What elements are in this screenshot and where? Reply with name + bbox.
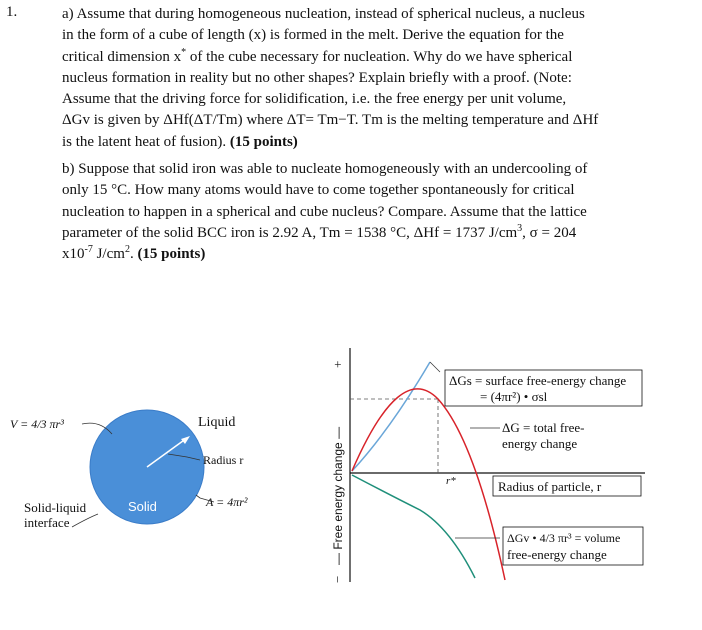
- surface-label-line-2: = (4πr²) • σsl: [480, 389, 548, 404]
- volume-label-line-1: ΔGv • 4/3 πr³ = volume: [507, 531, 621, 545]
- question-part-b: [62, 159, 668, 265]
- interface-leader-line: [72, 514, 98, 527]
- free-energy-plot: [330, 348, 645, 583]
- interface-label-2: interface: [24, 515, 70, 530]
- radius-label: Radius r: [203, 453, 244, 467]
- x-axis-label: Radius of particle, r: [498, 479, 602, 494]
- question-part-a: [62, 4, 668, 153]
- liquid-label: Liquid: [198, 415, 236, 430]
- part-b-line-4: parameter of the solid BCC iron is 2.92 A, Tm = 1538 °C, ΔHf = 1737 $J/cm^3$, σ = 204: [62, 222, 577, 241]
- sphere-diagram: [10, 410, 248, 530]
- total-energy-curve: [352, 389, 505, 580]
- part-a-line-1: a) Assume that during homogeneous nucleation, instead of spherical nucleus, a nucleus: [62, 6, 585, 22]
- part-a-line-5: Assume that the driving force for solidification, i.e. the free energy per unit volume,: [62, 91, 567, 108]
- y-plus-sign: +: [330, 360, 345, 368]
- solid-label: Solid: [128, 499, 157, 514]
- part-a-line-4: nucleus formation in reality but no other shapes? Explain briefly with a proof. (Note:: [62, 69, 572, 86]
- y-axis-label: — Free energy change —: [331, 426, 345, 565]
- question-number: 1.: [6, 4, 18, 20]
- interface-label-1: Solid-liquid: [24, 500, 87, 515]
- part-b-line-5: $x10^{-7}$ $J/cm^2$. (15 points): [62, 244, 206, 263]
- total-label-line-1: ΔG = total free-: [502, 420, 585, 435]
- volume-label-line-2: free-energy change: [507, 547, 607, 562]
- part-b-line-1: b) Suppose that solid iron was able to nucleate homogeneously with an undercooling of: [62, 161, 588, 177]
- part-a-line-6: ΔGv is given by ΔHf(ΔT/Tm) where ΔT= Tm−T. Tm is the melting temperature and ΔHf: [62, 112, 599, 129]
- total-label-line-2: energy change: [502, 436, 578, 451]
- volume-formula-label: V = 4/3 πr³: [10, 417, 64, 431]
- surface-energy-curve: [352, 362, 430, 471]
- area-formula-label: A = 4πr²: [206, 495, 248, 509]
- nucleation-figure: [0, 300, 702, 630]
- surface-leader-line: [430, 362, 440, 372]
- part-a-line-7: is the latent heat of fusion). (15 points): [62, 133, 298, 150]
- y-minus-sign: −: [330, 575, 345, 583]
- part-b-line-2: only 15 °C. How many atoms would have to come together spontaneously for critical: [62, 182, 575, 199]
- part-a-line-3: critical dimension x* of the cube necessary for nucleation. Why do we have spherical: [62, 46, 573, 65]
- volume-energy-curve: [352, 475, 475, 578]
- part-a-line-2: in the form of a cube of length (x) is formed in the melt. Derive the equation for the: [62, 27, 564, 44]
- part-b-line-3: nucleation to happen in a spherical and cube nucleus? Compare. Assume that the lattice: [62, 203, 587, 220]
- surface-label-line-1: ΔGs = surface free-energy change: [449, 373, 627, 388]
- critical-radius-label: r*: [446, 475, 456, 487]
